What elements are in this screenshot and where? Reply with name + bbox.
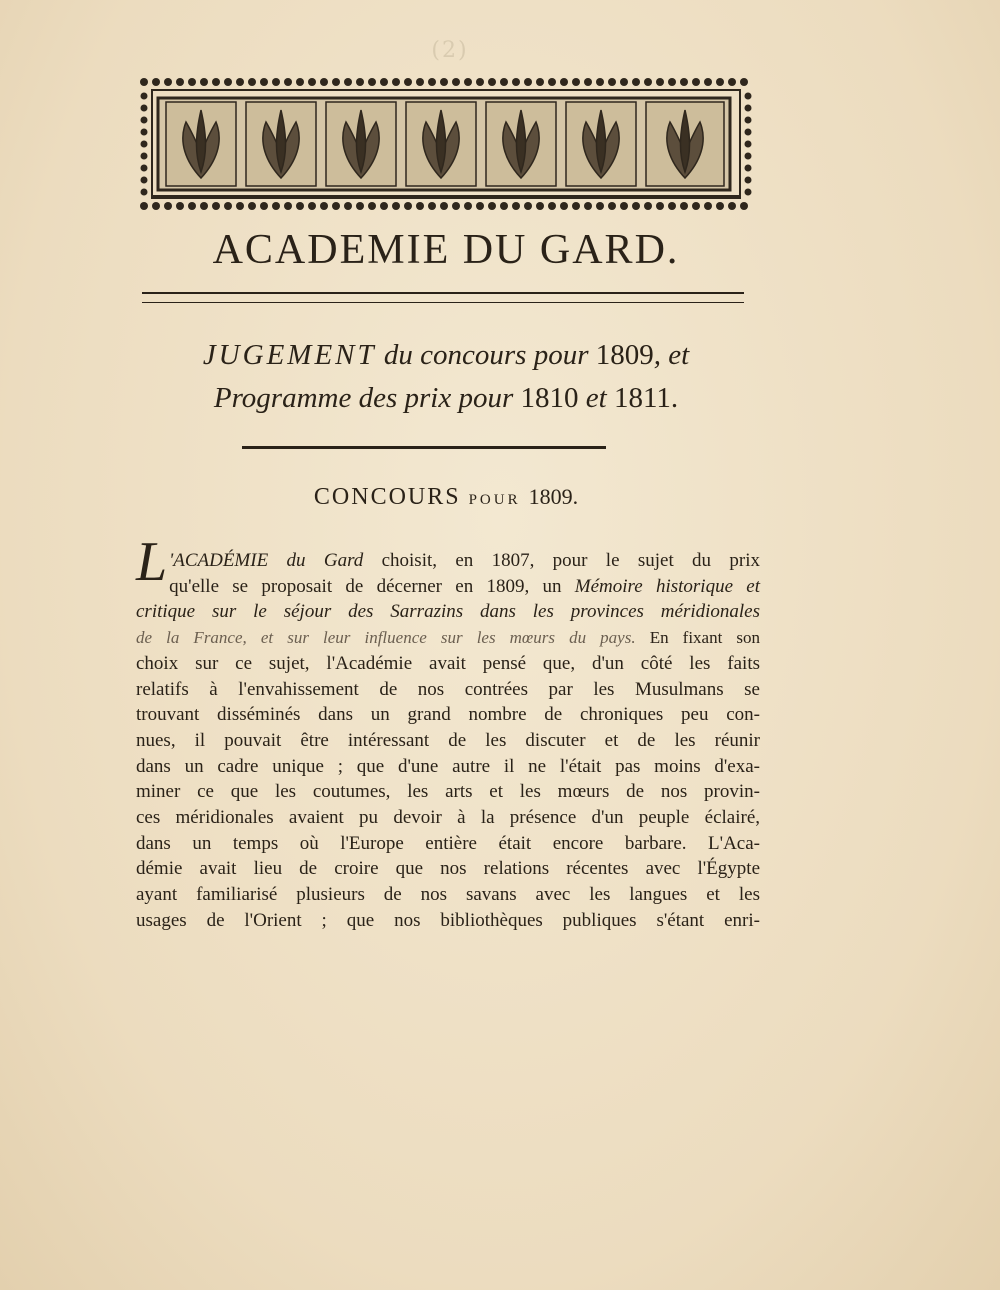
body-line: démie avait lieu de croire que nos relations récentes avec l'Égypte bbox=[136, 858, 760, 880]
acanthus-frieze-icon bbox=[136, 74, 756, 214]
body-line: nues, il pouvait être intéressant de les discuter et de les réunir bbox=[136, 729, 760, 751]
academie-smallcaps: 'ACADÉMIE bbox=[169, 550, 269, 571]
body-line: miner ce que les coutumes, les arts et les mœurs de nos provin- bbox=[136, 781, 760, 803]
body-line: ces méridionales avaient pu devoir à la présence d'un peuple éclairé, bbox=[136, 807, 760, 829]
body-line: dans un temps où l'Europe entière était encore barbare. L'Aca- bbox=[136, 832, 760, 854]
single-rule-divider bbox=[242, 446, 606, 449]
page-number: (2) bbox=[431, 38, 469, 63]
subtitle-concours-text: du concours pour bbox=[383, 339, 589, 371]
body-line-3 bbox=[136, 599, 760, 625]
body-line-4-rest: En fixant son bbox=[649, 628, 761, 648]
section-heading bbox=[136, 484, 756, 511]
subtitle-year-1810: 1810 bbox=[520, 382, 579, 414]
body-line-2-rest: qu'elle se proposait de décerner en 1809, un bbox=[169, 575, 562, 597]
subtitle-et-2: et bbox=[585, 382, 607, 414]
subtitle-line-1 bbox=[136, 334, 756, 377]
decorative-header-ornament bbox=[136, 74, 756, 214]
double-rule-divider bbox=[142, 292, 744, 303]
body-line: dans un cadre unique ; que d'une autre il ne l'était pas moins d'exa- bbox=[136, 755, 760, 777]
body-line-1-rest: choisit, en 1807, pour le sujet du prix bbox=[381, 550, 760, 571]
subtitle-year-1811: 1811. bbox=[613, 382, 679, 414]
section-pour: POUR bbox=[468, 492, 521, 508]
du-gard-italic: du Gard bbox=[286, 550, 364, 571]
subtitle-jugement: JUGEMENT bbox=[202, 339, 377, 371]
section-year: 1809. bbox=[528, 484, 579, 509]
subtitle-line-2 bbox=[136, 377, 756, 420]
body-line: relatifs à l'envahissement de nos contrées par les Musulmans se bbox=[136, 678, 760, 700]
body-line: trouvant disséminés dans un grand nombre de chroniques peu con- bbox=[136, 704, 760, 726]
subtitle-programme-text: Programme des prix pour bbox=[213, 382, 514, 414]
de-la-france-italic: de la France, et sur leur influence sur les mœurs du pays. bbox=[136, 628, 636, 648]
subtitle-et: , et bbox=[653, 339, 690, 371]
body-paragraph bbox=[136, 531, 761, 934]
body-line: usages de l'Orient ; que nos bibliothèques publiques s'étant enri- bbox=[136, 909, 760, 931]
subtitle-year-1809: 1809 bbox=[595, 339, 654, 371]
drop-cap: L bbox=[136, 531, 168, 593]
critique-italic: critique sur le séjour des Sarrazins dans les provinces méridionales bbox=[136, 601, 760, 623]
document-title: ACADEMIE DU GARD. bbox=[212, 227, 680, 273]
section-concours: CONCOURS bbox=[313, 484, 461, 510]
body-line: ayant familiarisé plusieurs de nos savans avec les langues et les bbox=[136, 884, 760, 906]
body-line-4 bbox=[136, 625, 760, 651]
body-line-2 bbox=[136, 574, 760, 600]
body-line: choix sur ce sujet, l'Académie avait pensé que, d'un côté les faits bbox=[136, 652, 760, 674]
memoire-italic: Mémoire historique et bbox=[574, 575, 761, 597]
